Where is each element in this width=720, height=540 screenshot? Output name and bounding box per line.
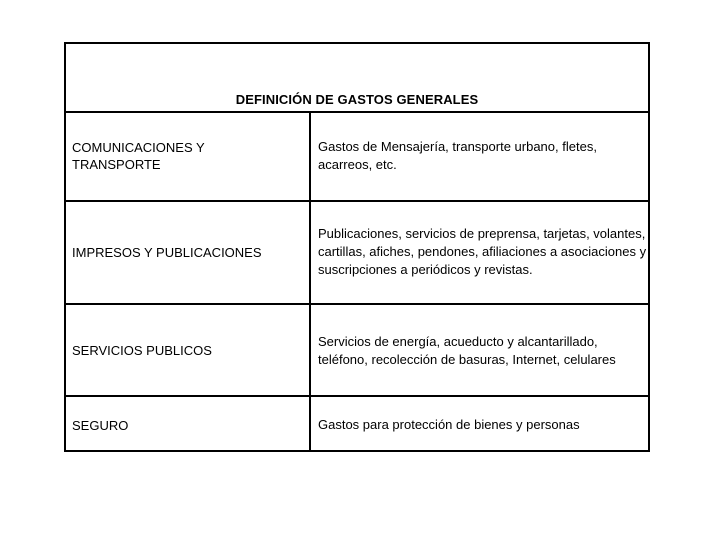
category-cell — [66, 305, 311, 395]
description-cell — [311, 305, 648, 395]
category-label: IMPRESOS Y PUBLICACIONES — [72, 245, 262, 260]
category-label: COMUNICACIONES Y TRANSPORTE — [72, 140, 205, 172]
category-label: SEGURO — [72, 418, 129, 433]
table-row — [66, 397, 648, 450]
description-text: Gastos de Mensajería, transporte urbano, fletes, acarreos, etc. — [318, 139, 597, 172]
table-row — [66, 202, 648, 305]
category-cell — [66, 397, 311, 450]
category-cell — [66, 202, 311, 303]
description-cell — [311, 397, 648, 450]
expenses-definition-table — [64, 42, 650, 452]
category-cell — [66, 113, 311, 200]
table-row — [66, 305, 648, 397]
category-label: SERVICIOS PUBLICOS — [72, 343, 212, 358]
table-title: DEFINICIÓN DE GASTOS GENERALES — [235, 92, 479, 107]
description-text: Gastos para protección de bienes y personas — [318, 417, 580, 432]
description-cell — [311, 202, 648, 303]
description-text: Servicios de energía, acueducto y alcantarillado, teléfono, recolección de basuras, Internet, celulares — [318, 334, 616, 367]
table-row — [66, 113, 648, 202]
table-title-row — [66, 44, 648, 113]
description-cell — [311, 113, 648, 200]
description-text: Publicaciones, servicios de preprensa, tarjetas, volantes, cartillas, afiches, pendones, afiliaciones a asociaciones y suscripciones a periódicos y revistas. — [318, 226, 647, 277]
